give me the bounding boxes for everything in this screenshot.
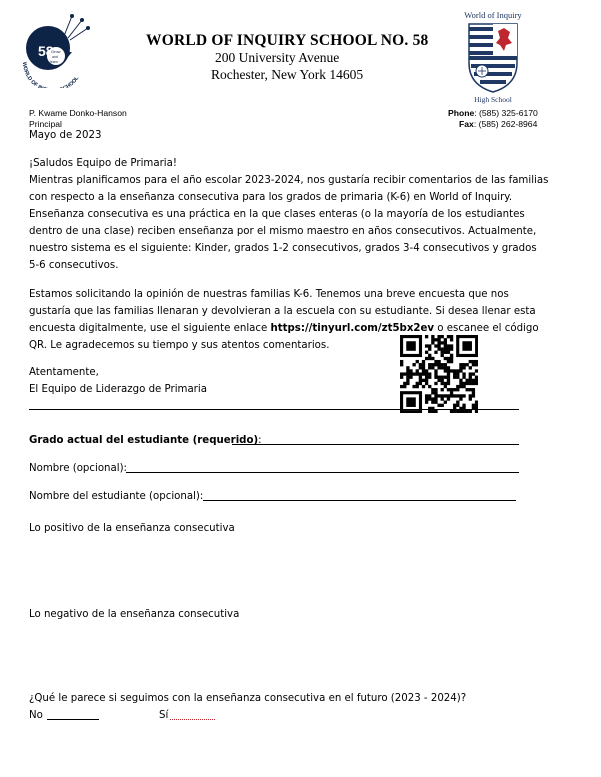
principal-title: Principal bbox=[29, 119, 62, 129]
fax-label: Fax bbox=[459, 119, 474, 129]
negative-answer-area[interactable] bbox=[29, 626, 519, 686]
negative-label: Lo negativo de la enseñanza consecutiva bbox=[29, 609, 240, 620]
positive-label: Lo positivo de la enseñanza consecutiva bbox=[29, 523, 235, 534]
school-58-logo bbox=[16, 6, 98, 88]
no-option-label: No bbox=[29, 710, 43, 721]
phone-number: : (585) 325-6170 bbox=[474, 108, 538, 118]
letter-signature: El Equipo de Liderazgo de Primaria bbox=[29, 384, 207, 395]
paragraph-1-line: dentro de una clase) reciben enseñanza por el mismo maestro en años consecutivos. Actualmente, bbox=[29, 226, 537, 237]
fax-line bbox=[459, 119, 537, 130]
name-label: Nombre (opcional): bbox=[29, 463, 127, 474]
letter-closing: Atentamente, bbox=[29, 367, 99, 378]
grade-field[interactable] bbox=[232, 444, 519, 445]
positive-answer-area[interactable] bbox=[29, 540, 519, 600]
fax-number: : (585) 262-8964 bbox=[473, 119, 538, 129]
logo-inner-line-3: learn bbox=[50, 60, 58, 64]
logo-number: 58 bbox=[38, 43, 54, 59]
divider-line bbox=[29, 409, 519, 410]
letter-greeting: ¡Saludos Equipo de Primaria! bbox=[29, 158, 177, 169]
phone-label: Phone bbox=[448, 108, 475, 118]
letter-date: Mayo de 2023 bbox=[29, 130, 102, 141]
grade-label: Grado actual del estudiante (requerido) bbox=[29, 435, 259, 446]
high-school-crest bbox=[456, 10, 530, 106]
logo-inner-line-2: and bbox=[52, 55, 58, 59]
principal-name: P. Kwame Donko-Hanson bbox=[29, 108, 127, 118]
student-name-label: Nombre del estudiante (opcional): bbox=[29, 491, 204, 502]
survey-link[interactable]: https://tinyurl.com/zt5bx2ev bbox=[270, 323, 435, 334]
si-option-label: Sí bbox=[159, 710, 169, 721]
paragraph-1-line: 5-6 consecutivos. bbox=[29, 260, 119, 271]
crest-bottom-text: High School bbox=[474, 95, 512, 104]
paragraph-2-text: o escanee el código bbox=[434, 323, 539, 334]
continuation-question: ¿Qué le parece si seguimos con la enseñanza consecutiva en el futuro (2023 - 2024)? bbox=[29, 693, 467, 704]
qr-code[interactable] bbox=[400, 335, 478, 413]
paragraph-2-line: QR. Le agradecemos su tiempo y sus atentos comentarios. bbox=[29, 340, 330, 351]
school-name: WORLD OF INQUIRY SCHOOL NO. 58 bbox=[146, 32, 429, 49]
logo-inner-line-1: Grow bbox=[51, 49, 61, 54]
letter-paragraph-1 bbox=[29, 172, 548, 274]
paragraph-2-text: encuesta digitalmente, use el siguiente enlace bbox=[29, 323, 271, 334]
paragraph-1-line: con respecto a la enseñanza consecutiva para los grados de primaria (K-6) en World of Inquiry. bbox=[29, 192, 513, 203]
phone-line bbox=[448, 108, 538, 119]
paragraph-2-line: Estamos solicitando la opinión de nuestras familias K-6. Tenemos una breve encuesta que nos bbox=[29, 289, 509, 300]
paragraph-1-line: nuestro sistema es el siguiente: Kinder, grados 1-2 consecutivos, grados 3-4 consecutivos y grados bbox=[29, 243, 537, 254]
address-line-2: Rochester, New York 14605 bbox=[211, 67, 364, 82]
logo-curved-text: WORLD OF I HOOL bbox=[20, 61, 81, 88]
name-field[interactable] bbox=[126, 472, 519, 473]
address-line-1: 200 University Avenue bbox=[215, 50, 340, 65]
no-option-blank[interactable] bbox=[47, 719, 99, 720]
grade-label-row bbox=[29, 432, 262, 449]
paragraph-1-line: Enseñanza consecutiva es una práctica en la que clases enteras (o la mayoría de los estudiantes bbox=[29, 209, 525, 220]
crest-top-text: World of Inquiry bbox=[464, 10, 522, 20]
grade-label-colon: : bbox=[258, 435, 262, 446]
student-name-field[interactable] bbox=[203, 500, 516, 501]
si-option-blank[interactable] bbox=[170, 719, 215, 720]
paragraph-2-line: gustaría que las familias llenaran y devolvieran a la escuela con su estudiante. Si desea llenar esta bbox=[29, 306, 536, 317]
paragraph-1-line: Mientras planificamos para el año escolar 2023-2024, nos gustaría recibir comentarios de las familias bbox=[29, 175, 549, 186]
